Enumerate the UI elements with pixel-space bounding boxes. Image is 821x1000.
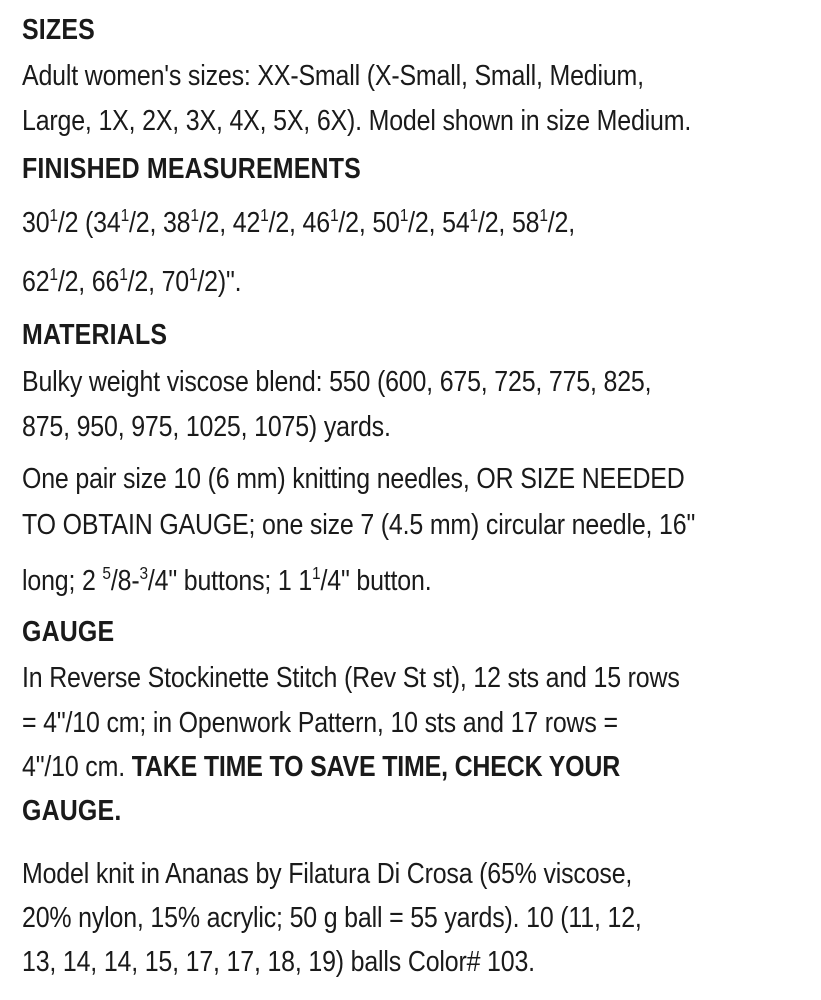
gauge-emphasis: TAKE TIME TO SAVE TIME, CHECK YOUR: [131, 751, 621, 783]
fraction-superscript: 3: [139, 562, 148, 583]
materials-line-2: 875, 950, 975, 1025, 1075) yards.: [22, 411, 391, 443]
yarn-line-2: 20% nylon, 15% acrylic; 50 g ball = 55 yards). 10 (11, 12,: [22, 902, 642, 934]
fraction-superscript: 1: [399, 204, 409, 225]
fraction-text: /2, 54: [408, 207, 470, 239]
yarn-line-3: 13, 14, 14, 15, 17, 17, 18, 19) balls Color# 103.: [22, 946, 535, 978]
fraction-text: /2, 46: [268, 207, 330, 239]
fraction-superscript: 1: [188, 263, 198, 284]
gauge-heading: GAUGE: [22, 616, 115, 648]
fraction-text: /2, 70: [127, 266, 189, 298]
fraction-superscript: 1: [190, 204, 199, 225]
fraction-text: /4" button.: [320, 565, 432, 597]
sizes-line-1: Adult women's sizes: XX-Small (X-Small, Small, Medium,: [22, 60, 644, 92]
fraction-text: long; 2: [22, 565, 103, 597]
fraction-text: /2)".: [197, 266, 242, 298]
materials-line-5: [22, 563, 431, 599]
fraction-superscript: 1: [120, 204, 130, 225]
gauge-text: 4"/10 cm.: [22, 751, 132, 783]
fraction-superscript: 1: [329, 204, 339, 225]
fraction-superscript: 1: [119, 263, 128, 284]
fraction-superscript: 1: [469, 204, 478, 225]
fraction-text: /2, 50: [338, 207, 400, 239]
fraction-text: /2, 38: [129, 207, 191, 239]
materials-line-4: TO OBTAIN GAUGE; one size 7 (4.5 mm) circular needle, 16": [22, 509, 696, 541]
finished-measurements-line-1: [22, 205, 575, 241]
gauge-line-1: In Reverse Stockinette Stitch (Rev St st), 12 sts and 15 rows: [22, 662, 680, 694]
finished-measurements-line-2: [22, 264, 241, 300]
yarn-line-1: Model knit in Ananas by Filatura Di Crosa (65% viscose,: [22, 858, 633, 890]
fraction-superscript: 1: [260, 204, 269, 225]
fraction-text: /8-: [110, 565, 140, 597]
fraction-text: /2, 66: [57, 266, 120, 298]
fraction-text: /2 (34: [57, 207, 121, 239]
fraction-superscript: 1: [49, 204, 58, 225]
fraction-superscript: 1: [539, 204, 548, 225]
fraction-text: 62: [22, 266, 50, 298]
gauge-line-2: = 4"/10 cm; in Openwork Pattern, 10 sts and 17 rows =: [22, 707, 618, 739]
sizes-heading: SIZES: [22, 14, 95, 46]
sizes-line-2: Large, 1X, 2X, 3X, 4X, 5X, 6X). Model shown in size Medium.: [22, 105, 692, 137]
materials-line-1: Bulky weight viscose blend: 550 (600, 675, 725, 775, 825,: [22, 366, 652, 398]
materials-line-3: One pair size 10 (6 mm) knitting needles, OR SIZE NEEDED: [22, 463, 685, 495]
fraction-text: /2,: [547, 207, 575, 239]
fraction-superscript: 1: [312, 562, 321, 583]
fraction-superscript: 1: [49, 263, 58, 284]
finished-measurements-heading: FINISHED MEASUREMENTS: [22, 153, 361, 185]
materials-heading: MATERIALS: [22, 319, 168, 351]
fraction-superscript: 5: [102, 562, 111, 583]
gauge-line-3: [22, 749, 620, 785]
fraction-text: /4" buttons; 1 1: [147, 565, 313, 597]
fraction-text: /2, 42: [198, 207, 261, 239]
fraction-text: 30: [22, 207, 50, 239]
gauge-line-4: GAUGE.: [22, 795, 122, 827]
fraction-text: /2, 58: [477, 207, 540, 239]
